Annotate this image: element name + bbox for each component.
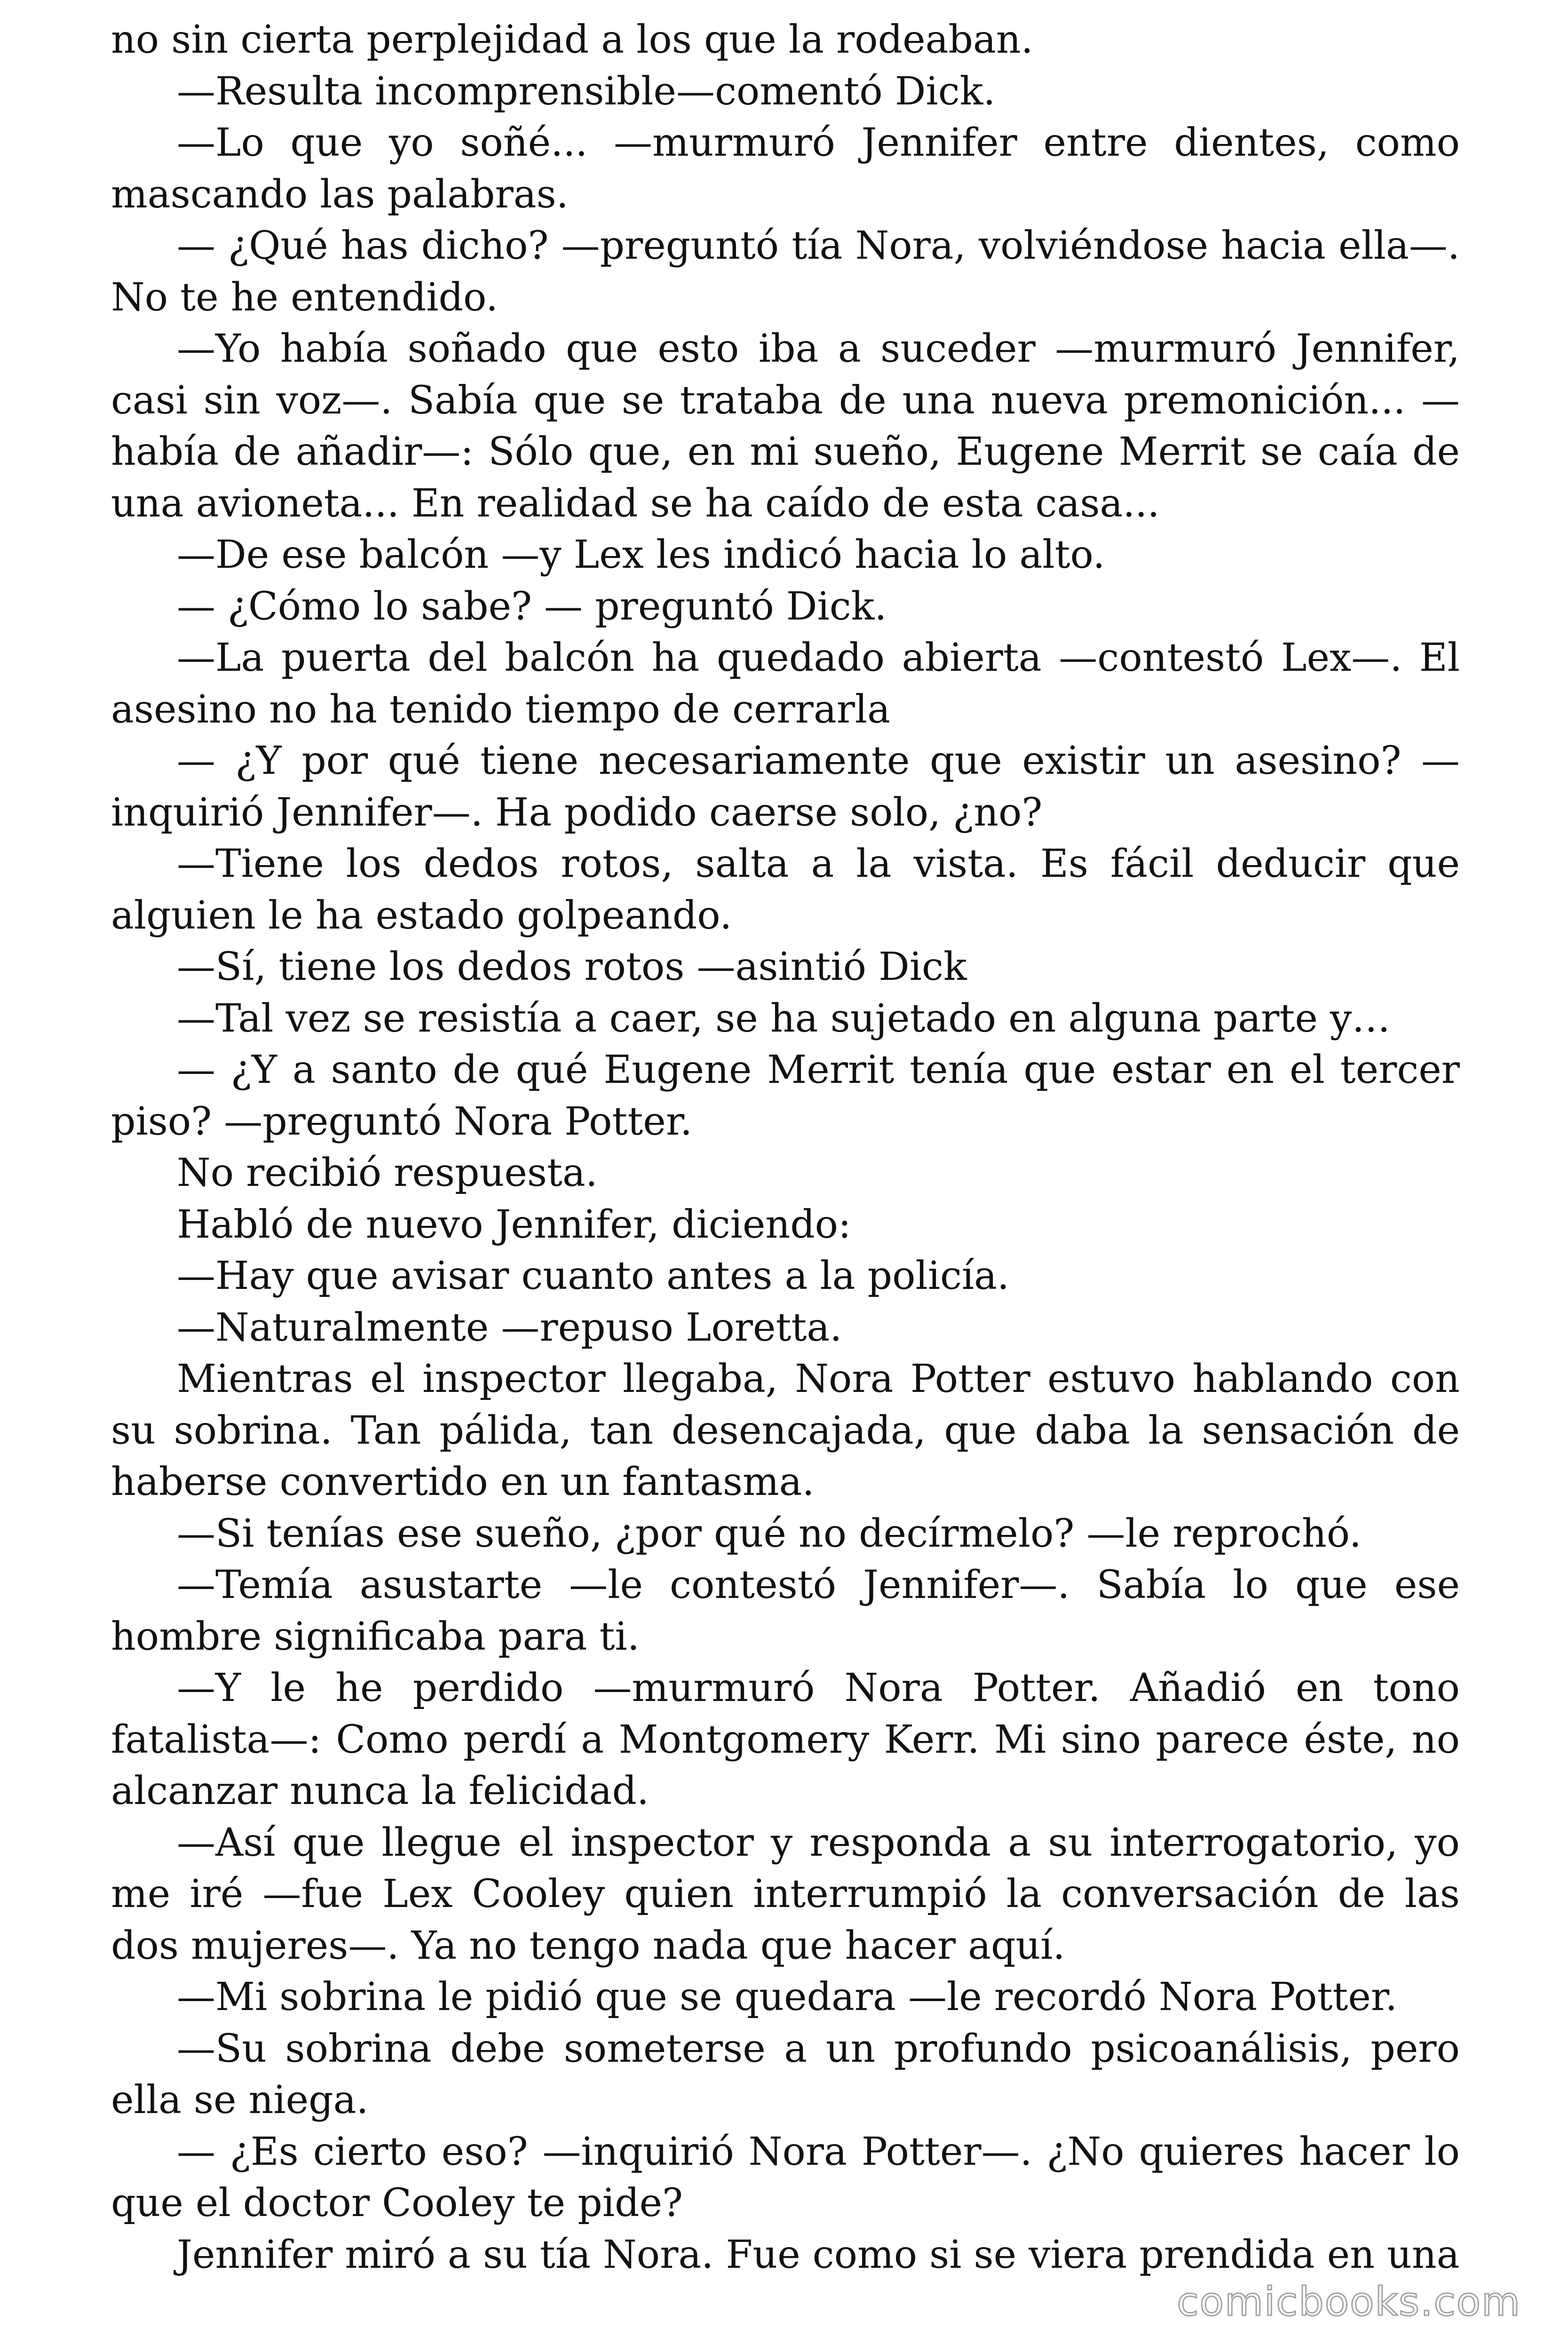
paragraph-13: — ¿Y a santo de qué Eugene Merrit tenía que estar en el tercer piso? —preguntó Nora Potter. [111,1048,1460,1144]
paragraph-12: —Tal vez se resistía a caer, se ha sujetado en alguna parte y… [177,996,1391,1041]
paragraph-17: —Naturalmente —repuso Loretta. [177,1305,842,1350]
paragraph-25: — ¿Es cierto eso? —inquirió Nora Potter—. ¿No quieres hacer lo que el doctor Cooley te pide? [111,2129,1460,2225]
watermark-logo: comicbooks.com [1177,2279,1521,2325]
paragraph-22: —Así que llegue el inspector y responda a su interrogatorio, yo me iré —fue Lex Cooley quien interrumpió la conversación de las dos mujeres—. Ya no tengo nada que hacer aquí. [111,1820,1460,1968]
paragraph-9: — ¿Y por qué tiene necesariamente que existir un asesino? —inquirió Jennifer—. Ha podido caerse solo, ¿no? [111,739,1460,835]
paragraph-15: Habló de nuevo Jennifer, diciendo: [177,1202,851,1247]
paragraph-14: No recibió respuesta. [177,1151,598,1195]
paragraph-2: —Resulta incomprensible—comentó Dick. [177,69,996,114]
paragraph-16: —Hay que avisar cuanto antes a la policía. [177,1254,1010,1298]
paragraph-5: —Yo había soñado que esto iba a suceder —murmuró Jennifer, casi sin voz—. Sabía que se trataba de una nueva premonición... —había de añadir—: Sólo que, en mi sueño, Eugene Merrit se caía de una avioneta... En realidad se ha caído de esta casa... [111,326,1460,526]
paragraph-1: no sin cierta perplejidad a los que la rodeaban. [111,17,1033,62]
paragraph-21: —Y le he perdido —murmuró Nora Potter. Añadió en tono fatalista—: Como perdí a Montgomery Kerr. Mi sino parece éste, no alcanzar nunca la felicidad. [111,1666,1460,1813]
paragraph-11: —Sí, tiene los dedos rotos —asintió Dick [177,945,967,989]
paragraph-4: — ¿Qué has dicho? —preguntó tía Nora, volviéndose hacia ella—. No te he entendido. [111,223,1460,320]
paragraph-23: —Mi sobrina le pidió que se quedara —le recordó Nora Potter. [177,1975,1398,2019]
paragraph-8: —La puerta del balcón ha quedado abierta —contestó Lex—. El asesino no ha tenido tiempo de cerrarla [111,636,1460,732]
paragraph-6: —De ese balcón —y Lex les indicó hacia lo alto. [177,532,1105,577]
paragraph-7: — ¿Cómo lo sabe? — preguntó Dick. [177,584,887,629]
paragraph-19: —Si tenías ese sueño, ¿por qué no decírmelo? —le reprochó. [177,1511,1362,1556]
paragraph-26: Jennifer miró a su tía Nora. Fue como si se viera prendida en una [177,2232,1460,2277]
paragraph-18: Mientras el inspector llegaba, Nora Potter estuvo hablando con su sobrina. Tan pálida, tan desencajada, que daba la sensación de haberse convertido en un fantasma. [111,1357,1460,1504]
book-page-text [111,14,1460,2280]
paragraph-3: —Lo que yo soñé... —murmuró Jennifer entre dientes, como mascando las palabras. [111,120,1460,217]
paragraph-10: —Tiene los dedos rotos, salta a la vista. Es fácil deducir que alguien le ha estado golpeando. [111,842,1460,938]
paragraph-24: —Su sobrina debe someterse a un profundo psicoanálisis, pero ella se niega. [111,2026,1460,2122]
paragraph-20: —Temía asustarte —le contestó Jennifer—. Sabía lo que ese hombre significaba para ti. [111,1563,1460,1659]
